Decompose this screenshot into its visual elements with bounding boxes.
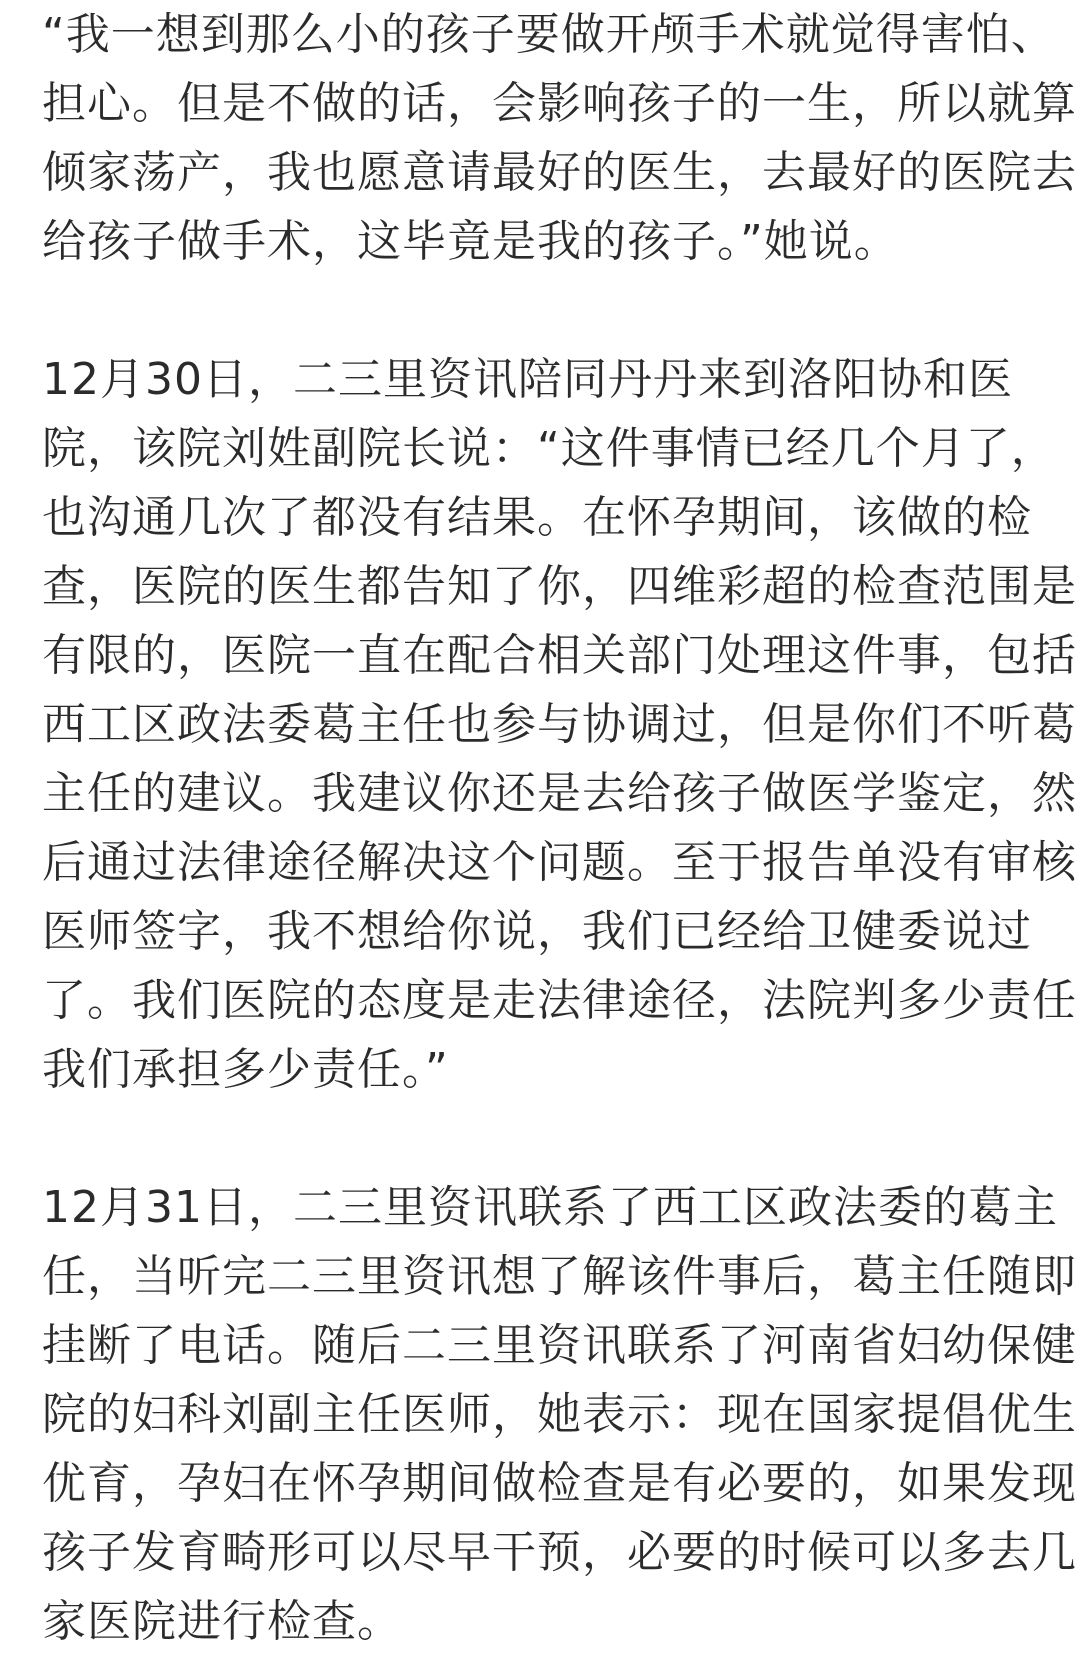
text-line: 家医院进行检查。	[42, 1596, 402, 1647]
text-line: 担心。但是不做的话，会影响孩子的一生，所以就算	[42, 78, 1077, 129]
text-line: 院，该院刘姓副院长说：“这件事情已经几个月了，	[42, 423, 1056, 474]
text-line: 院的妇科刘副主任医师，她表示：现在国家提倡优生	[42, 1389, 1077, 1440]
text-line: 倾家荡产，我也愿意请最好的医生，去最好的医院去	[42, 147, 1077, 198]
text-line: 12月30日，二三里资讯陪同丹丹来到洛阳协和医	[42, 354, 1013, 405]
text-line: 医师签字，我不想给你说，我们已经给卫健委说过	[42, 906, 1032, 957]
text-line: 主任的建议。我建议你还是去给孩子做医学鉴定，然	[42, 768, 1077, 819]
text-line: 有限的，医院一直在配合相关部门处理这件事，包括	[42, 630, 1077, 681]
text-line: 优育，孕妇在怀孕期间做检查是有必要的，如果发现	[42, 1458, 1077, 1509]
text-line: 了。我们医院的态度是走法律途径，法院判多少责任	[42, 975, 1077, 1026]
text-line: 西工区政法委葛主任也参与协调过，但是你们不听葛	[42, 699, 1077, 750]
text-line: 12月31日，二三里资讯联系了西工区政法委的葛主	[42, 1182, 1058, 1233]
text-line: 孩子发育畸形可以尽早干预，必要的时候可以多去几	[42, 1527, 1077, 1578]
paragraph-dec-30	[42, 345, 1077, 1104]
text-line: 也沟通几次了都没有结果。在怀孕期间，该做的检	[42, 492, 1032, 543]
text-line: 挂断了电话。随后二三里资讯联系了河南省妇幼保健	[42, 1320, 1077, 1371]
text-line: 给孩子做手术，这毕竟是我的孩子。”她说。	[42, 216, 899, 267]
paragraph-dec-31	[42, 1173, 1077, 1656]
text-line: 查，医院的医生都告知了你，四维彩超的检查范围是	[42, 561, 1077, 612]
text-line: 我们承担多少责任。”	[42, 1044, 449, 1095]
text-line: 任，当听完二三里资讯想了解该件事后，葛主任随即	[42, 1251, 1077, 1302]
text-line: “我一想到那么小的孩子要做开颅手术就觉得害怕、	[42, 9, 1056, 60]
text-line: 后通过法律途径解决这个问题。至于报告单没有审核	[42, 837, 1077, 888]
paragraph-quote	[42, 0, 1077, 276]
